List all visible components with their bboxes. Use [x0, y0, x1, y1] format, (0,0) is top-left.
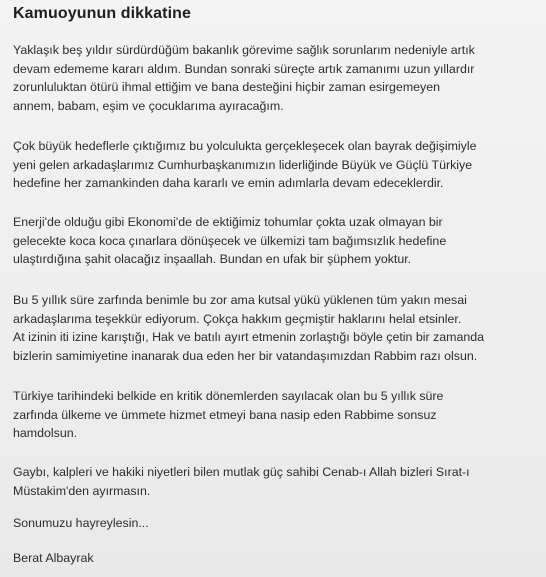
paragraph-line: At izinin iti izine karıştığı, Hak ve batılı ayırt etmenin zorlaştığı böyle çetin bir zamanda [13, 330, 485, 345]
paragraph-line: Bu 5 yıllık süre zarfında benimle bu zor ama kutsal yükü yüklenen tüm yakın mesai [13, 293, 467, 307]
paragraph-line: annem, babam, eşim ve çocuklarıma ayıracağım. [13, 98, 284, 113]
paragraph-line: gelecekte koca koca çınarlara dönüşecek ve ülkemizi tam bağımsızlık hedefine [13, 233, 447, 248]
paragraph-line: Gaybı, kalpleri ve hakiki niyetleri bilen mutlak güç sahibi Cenab-ı Allah bizleri Sırat-ı [13, 465, 470, 479]
paragraph-prayer [13, 463, 543, 500]
paragraph-line: Çok büyük hedeflerle çıktığımız bu yolculukta gerçekleşecek olan bayrak değişimiyle [13, 139, 477, 153]
paragraph-line: zarfında ülkeme ve ümmete hizmet etmeyi bana nasip eden Rabbime sonsuz [13, 407, 437, 422]
paragraph-line: yeni gelen arkadaşlarımız Cumhurbaşkanımızın liderliğinde Büyük ve Güçlü Türkiye [13, 157, 473, 172]
paragraph-line: bizlerin samimiyetine inanarak dua eden her bir vatandaşımızdan Rabbim razı olsun. [13, 348, 478, 363]
paragraph-gratitude [13, 387, 543, 443]
paragraph-thanks [13, 291, 543, 365]
paragraph-line: devam edememe kararı aldım. Bundan sonraki süreçte artık zamanımı uzun yıllardır [13, 61, 475, 76]
paragraph-line: Yaklaşık beş yıldır sürdürdüğüm bakanlık görevime sağlık sorunlarım nedeniyle artık [13, 43, 475, 57]
paragraph-line: Berat Albayrak [13, 551, 94, 565]
paragraph-line: arkadaşlarıma teşekkür ediyorum. Çokça hakkım geçmiştir haklarını helal etsinler. [13, 311, 462, 326]
paragraph-line: hedefine her zamankinden daha kararlı ve emin adımlarla devam edeceklerdir. [13, 176, 444, 191]
paragraph-successors [13, 137, 543, 193]
statement-title: Kamuoyunun dikkatine [13, 5, 192, 22]
paragraph-resignation [13, 41, 543, 115]
paragraph-line: zorunluluktan ötürü ihmal ettiğim ve bana desteğini hiçbir zaman esirgemeyen [13, 80, 441, 95]
paragraph-line: Müstakim'den ayırmasın. [13, 483, 151, 498]
paragraph-line: Sonumuzu hayreylesin... [13, 516, 149, 530]
paragraph-line: Enerji'de olduğu gibi Ekonomi'de de ektiğimiz tohumlar çokta uzak olmayan bir [13, 215, 443, 229]
paragraph-line: ulaştırdığına şahit olacağız inşaallah. Bundan en ufak bir şüphem yoktur. [13, 252, 412, 267]
signature-name [13, 549, 543, 568]
paragraph-line: Türkiye tarihindeki belkide en kritik dönemlerden sayılacak olan bu 5 yıllık süre [13, 389, 444, 403]
paragraph-line: hamdolsun. [13, 426, 78, 441]
paragraph-closing [13, 514, 543, 533]
paragraph-energy-economy [13, 213, 543, 269]
